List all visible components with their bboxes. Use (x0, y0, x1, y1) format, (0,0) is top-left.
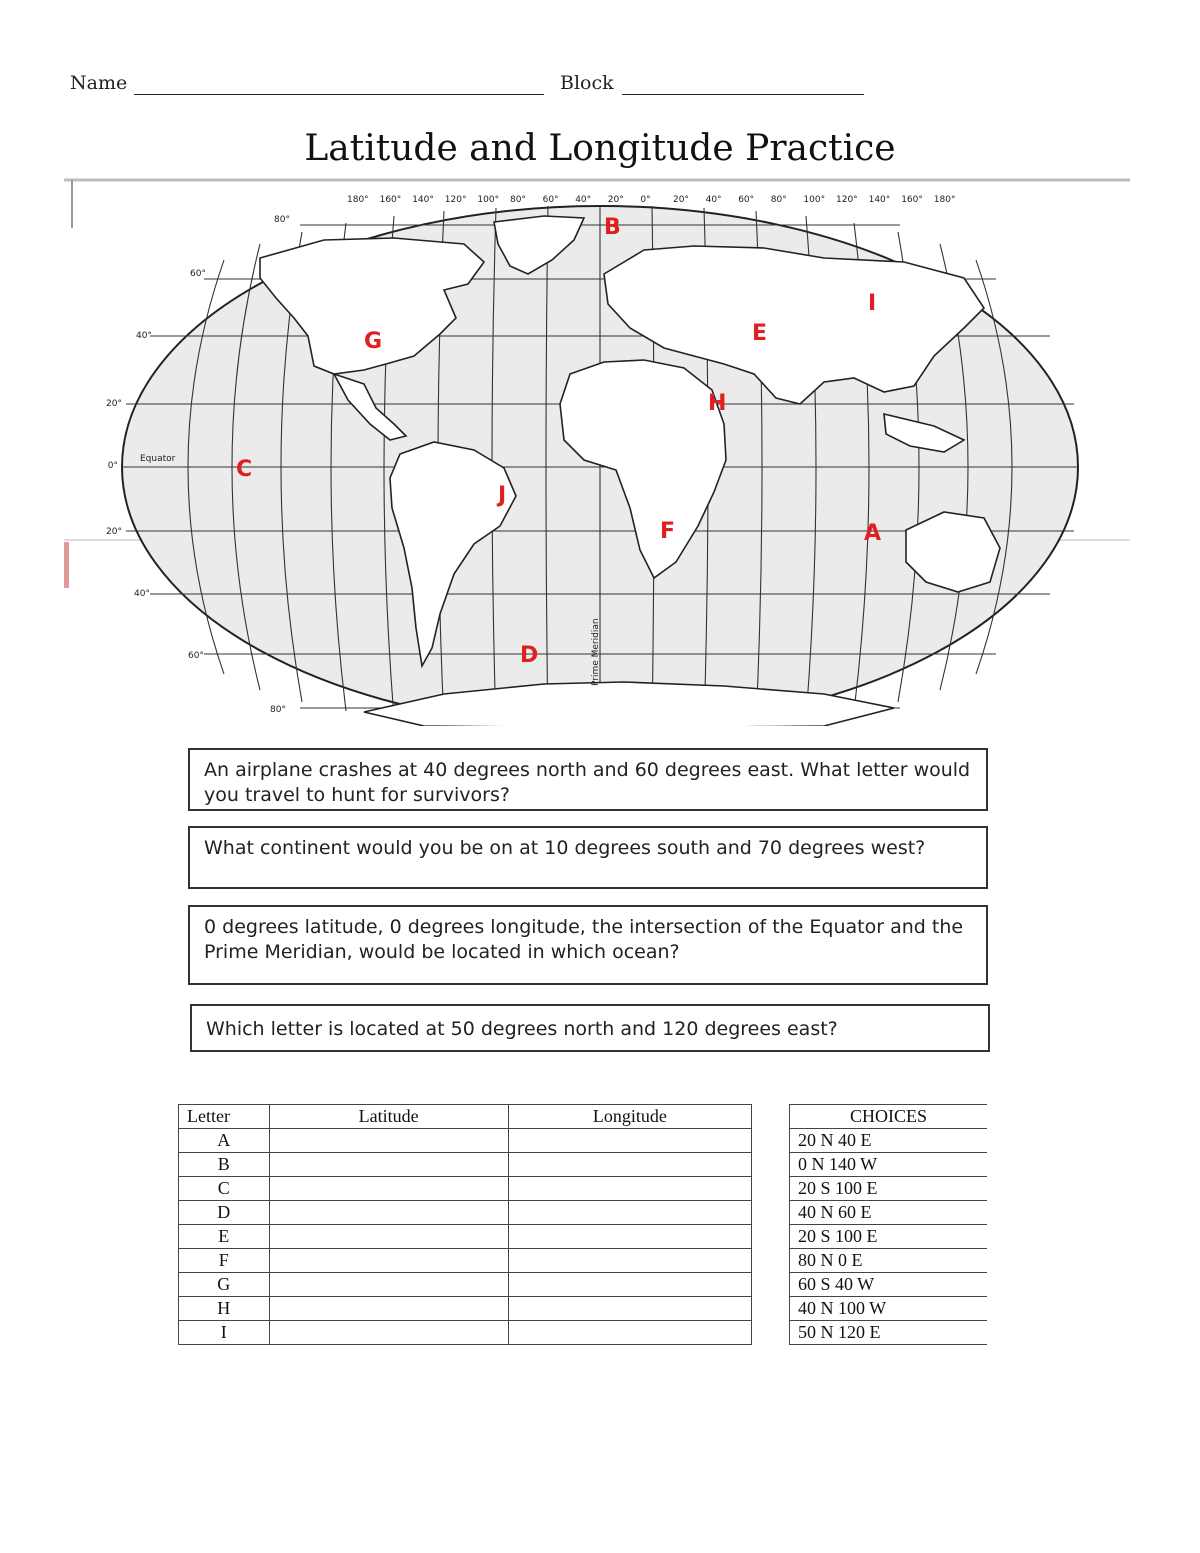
latitude-cell[interactable] (269, 1177, 508, 1201)
question-4: Which letter is located at 50 degrees north and 120 degrees east? (190, 1004, 990, 1052)
longitude-tick-label: 80° (770, 195, 787, 205)
latitude-tick-label: 20° (106, 399, 122, 409)
choice-item: 50 N 120 E (790, 1321, 988, 1345)
latitude-tick-label: 0° (107, 461, 118, 471)
latitude-cell[interactable] (269, 1129, 508, 1153)
page-title: Latitude and Longitude Practice (304, 128, 896, 169)
answer-table-header (179, 1105, 752, 1129)
marker-i: I (868, 291, 877, 316)
longitude-tick-label: 100° (803, 195, 826, 205)
question-1: An airplane crashes at 40 degrees north and 60 degrees east. What letter would you travel to hunt for survivors? (188, 748, 988, 811)
choice-row (790, 1177, 988, 1201)
longitude-tick-label: 120° (836, 195, 858, 205)
choice-row (790, 1225, 988, 1249)
longitude-tick-label: 40° (575, 195, 592, 205)
longitude-cell[interactable] (508, 1321, 751, 1345)
latitude-tick-label: 40° (134, 589, 150, 599)
answer-row (179, 1153, 752, 1177)
longitude-tick-label: 20° (673, 195, 689, 205)
prime-meridian-label: Prime Meridian (591, 618, 601, 686)
marker-e: E (752, 321, 768, 346)
longitude-tick-label: 60° (542, 195, 559, 205)
choice-item: 40 N 100 W (790, 1297, 988, 1321)
marker-g: G (364, 329, 383, 354)
choice-item: 60 S 40 W (790, 1273, 988, 1297)
marker-a: A (864, 521, 882, 546)
marker-d: D (520, 643, 539, 668)
answer-row (179, 1249, 752, 1273)
latitude-cell[interactable] (269, 1321, 508, 1345)
answer-row (179, 1297, 752, 1321)
scan-artifact (64, 542, 69, 588)
choice-row (790, 1129, 988, 1153)
longitude-tick-label: 160° (901, 195, 923, 205)
marker-j: J (498, 483, 507, 508)
choice-row (790, 1153, 988, 1177)
longitude-tick-label: 80° (510, 195, 526, 205)
longitude-tick-label: 160° (379, 195, 402, 205)
equator-label: Equator (140, 454, 176, 464)
marker-h: H (708, 391, 727, 416)
latitude-tick-label: 80° (270, 705, 286, 715)
latitude-cell[interactable] (269, 1225, 508, 1249)
answer-letter: A (179, 1129, 270, 1153)
answer-letter: I (179, 1321, 270, 1345)
answer-letter: B (179, 1153, 270, 1177)
longitude-tick-label: 140° (868, 195, 891, 205)
longitude-cell[interactable] (508, 1201, 751, 1225)
longitude-tick-label: 180° (347, 195, 369, 205)
answer-letter: D (179, 1201, 270, 1225)
answer-table (178, 1104, 752, 1345)
marker-c: C (236, 457, 253, 482)
longitude-cell[interactable] (508, 1153, 751, 1177)
marker-f: F (660, 519, 676, 544)
answer-row (179, 1129, 752, 1153)
longitude-tick-label: 0° (640, 195, 651, 205)
header-latitude: Latitude (269, 1105, 508, 1129)
choice-item: 80 N 0 E (790, 1249, 988, 1273)
choice-item: 20 S 100 E (790, 1225, 988, 1249)
question-3: 0 degrees latitude, 0 degrees longitude, the intersection of the Equator and the Prime Meridian, would be located in which ocean? (188, 905, 988, 985)
choice-item: 20 N 40 E (790, 1129, 988, 1153)
longitude-tick-label: 20° (607, 195, 624, 205)
choice-item: 20 S 100 E (790, 1177, 988, 1201)
world-map-svg (64, 178, 1132, 726)
answer-letter: E (179, 1225, 270, 1249)
latitude-cell[interactable] (269, 1273, 508, 1297)
latitude-tick-label: 20° (106, 527, 122, 537)
answer-row (179, 1177, 752, 1201)
longitude-cell[interactable] (508, 1177, 751, 1201)
choice-row (790, 1297, 988, 1321)
longitude-tick-label: 100° (477, 195, 500, 205)
choice-row (790, 1201, 988, 1225)
latitude-tick-label: 60° (188, 651, 204, 661)
latitude-tick-label: 40° (136, 331, 152, 341)
name-field[interactable] (134, 94, 544, 95)
latitude-cell[interactable] (269, 1249, 508, 1273)
choice-row (790, 1321, 988, 1345)
longitude-tick-label: 120° (444, 195, 467, 205)
longitude-cell[interactable] (508, 1297, 751, 1321)
name-block-line (70, 72, 870, 102)
answer-row (179, 1201, 752, 1225)
longitude-tick-label: 140° (412, 195, 434, 205)
answer-row (179, 1321, 752, 1345)
latitude-tick-label: 60° (190, 269, 206, 279)
question-2: What continent would you be on at 10 degrees south and 70 degrees west? (188, 826, 988, 889)
longitude-cell[interactable] (508, 1129, 751, 1153)
answer-row (179, 1225, 752, 1249)
answer-letter: G (179, 1273, 270, 1297)
header-letter: Letter (179, 1105, 270, 1129)
choices-header: CHOICES (790, 1105, 988, 1129)
block-label: Block (560, 72, 614, 94)
longitude-tick-label: 60° (738, 195, 755, 205)
answer-row (179, 1273, 752, 1297)
name-label: Name (70, 72, 128, 94)
choice-row (790, 1249, 988, 1273)
choices-table (789, 1104, 987, 1345)
longitude-tick-labels (347, 195, 955, 205)
latitude-cell[interactable] (269, 1201, 508, 1225)
latitude-cell[interactable] (269, 1153, 508, 1177)
choice-item: 0 N 140 W (790, 1153, 988, 1177)
block-field[interactable] (622, 94, 864, 95)
longitude-tick-label: 180° (933, 195, 956, 205)
choice-row (790, 1273, 988, 1297)
longitude-tick-label: 40° (705, 195, 722, 205)
answer-letter: F (179, 1249, 270, 1273)
answer-letter: C (179, 1177, 270, 1201)
answer-letter: H (179, 1297, 270, 1321)
longitude-cell[interactable] (508, 1249, 751, 1273)
header-longitude: Longitude (508, 1105, 751, 1129)
latitude-cell[interactable] (269, 1297, 508, 1321)
marker-b: B (604, 215, 621, 240)
latitude-tick-label: 80° (274, 215, 290, 225)
longitude-cell[interactable] (508, 1273, 751, 1297)
longitude-cell[interactable] (508, 1225, 751, 1249)
world-map (64, 178, 1132, 726)
choice-item: 40 N 60 E (790, 1201, 988, 1225)
